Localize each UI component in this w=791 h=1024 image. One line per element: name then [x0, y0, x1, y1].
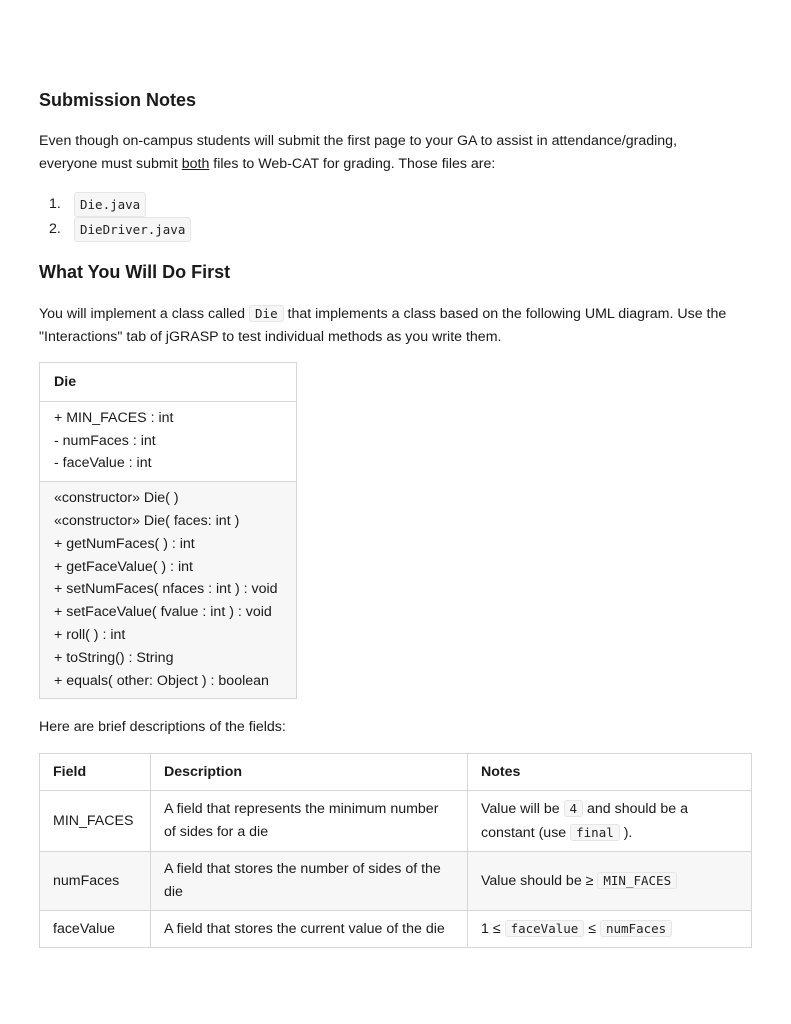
implement-para-line1	[39, 302, 752, 326]
uml-methods-section	[40, 481, 296, 698]
implement-para-line2: "Interactions" tab of jGRASP to test individual methods as you write them.	[39, 329, 502, 345]
desc-line: A field that represents the minimum number	[164, 801, 439, 817]
field-cell: numFaces	[40, 852, 151, 911]
para-text: that implements a class based on the following UML diagram. Use the	[283, 306, 727, 322]
notes-cell	[468, 791, 752, 852]
desc-line: die	[164, 884, 183, 900]
uml-method: «constructor» Die( faces: int )	[54, 512, 240, 529]
uml-method: + setFaceValue( fvalue : int ) : void	[54, 604, 272, 621]
table-header-row	[40, 754, 752, 791]
note-text: constant (use	[481, 825, 571, 841]
uml-method: + roll( ) : int	[54, 626, 126, 643]
uml-class-name: Die	[54, 374, 77, 390]
files-list	[49, 192, 191, 242]
both-underlined: both	[181, 156, 210, 172]
uml-method: + getNumFaces( ) : int	[54, 535, 195, 552]
note-text: ).	[619, 825, 633, 841]
uml-field: - numFaces : int	[54, 432, 156, 449]
description-cell	[151, 791, 468, 852]
note-text: Value should be ≥	[481, 873, 598, 889]
header-notes: Notes	[468, 754, 752, 791]
table-row	[40, 911, 752, 948]
note-text: ≤	[584, 921, 600, 937]
para-text: everyone must submit	[39, 156, 182, 172]
desc-line: of sides for a die	[164, 824, 269, 840]
note-code: numFaces	[600, 920, 672, 937]
file-name: DieDriver.java	[74, 217, 191, 242]
fields-table	[39, 753, 752, 948]
para-text: You will implement a class called	[39, 306, 250, 322]
header-field: Field	[40, 754, 151, 791]
uml-field: - faceValue : int	[54, 455, 152, 472]
header-description: Description	[151, 754, 468, 791]
uml-method: «constructor» Die( )	[54, 490, 179, 507]
field-cell: MIN_FACES	[40, 791, 151, 852]
table-row	[40, 852, 752, 911]
uml-diagram	[39, 362, 297, 699]
submission-para-line1: Even though on-campus students will submit the first page to your GA to assist in attendance/grading,	[39, 133, 678, 149]
note-text: and should be a	[583, 801, 688, 817]
note-line	[481, 797, 738, 821]
list-number: 2.	[49, 221, 61, 237]
note-code: final	[570, 824, 620, 841]
uml-method: + setNumFaces( nfaces : int ) : void	[54, 581, 278, 598]
uml-fields-section	[40, 401, 296, 481]
fields-intro: Here are brief descriptions of the fields:	[39, 719, 286, 735]
implement-paragraph	[39, 302, 752, 349]
note-text: Value will be	[481, 801, 564, 817]
description-cell	[151, 852, 468, 911]
para-text: files to Web-CAT for grading. Those files are:	[209, 156, 496, 172]
what-you-will-do-first-heading: What You Will Do First	[39, 262, 231, 282]
submission-para-line2	[39, 153, 752, 176]
description-cell: A field that stores the current value of the die	[151, 911, 468, 948]
desc-line: A field that stores the number of sides of the	[164, 861, 441, 877]
note-code: faceValue	[505, 920, 585, 937]
list-item	[49, 217, 191, 242]
uml-field: + MIN_FACES : int	[54, 409, 174, 426]
field-cell: faceValue	[40, 911, 151, 948]
note-code: MIN_FACES	[597, 872, 677, 889]
uml-method: + equals( other: Object ) : boolean	[54, 672, 269, 689]
notes-cell	[468, 852, 752, 911]
notes-cell	[468, 911, 752, 948]
class-name-code: Die	[249, 305, 284, 322]
note-code: 4	[564, 800, 584, 817]
submission-notes-heading: Submission Notes	[39, 90, 197, 110]
table-row	[40, 791, 752, 852]
uml-method: + getFaceValue( ) : int	[54, 558, 193, 575]
list-number: 1.	[49, 196, 61, 212]
submission-notes-paragraph	[39, 130, 752, 176]
list-item	[49, 192, 191, 217]
file-name: Die.java	[74, 192, 146, 217]
uml-method: + toString() : String	[54, 649, 174, 666]
note-text: 1 ≤	[481, 921, 505, 937]
note-line	[481, 821, 738, 845]
